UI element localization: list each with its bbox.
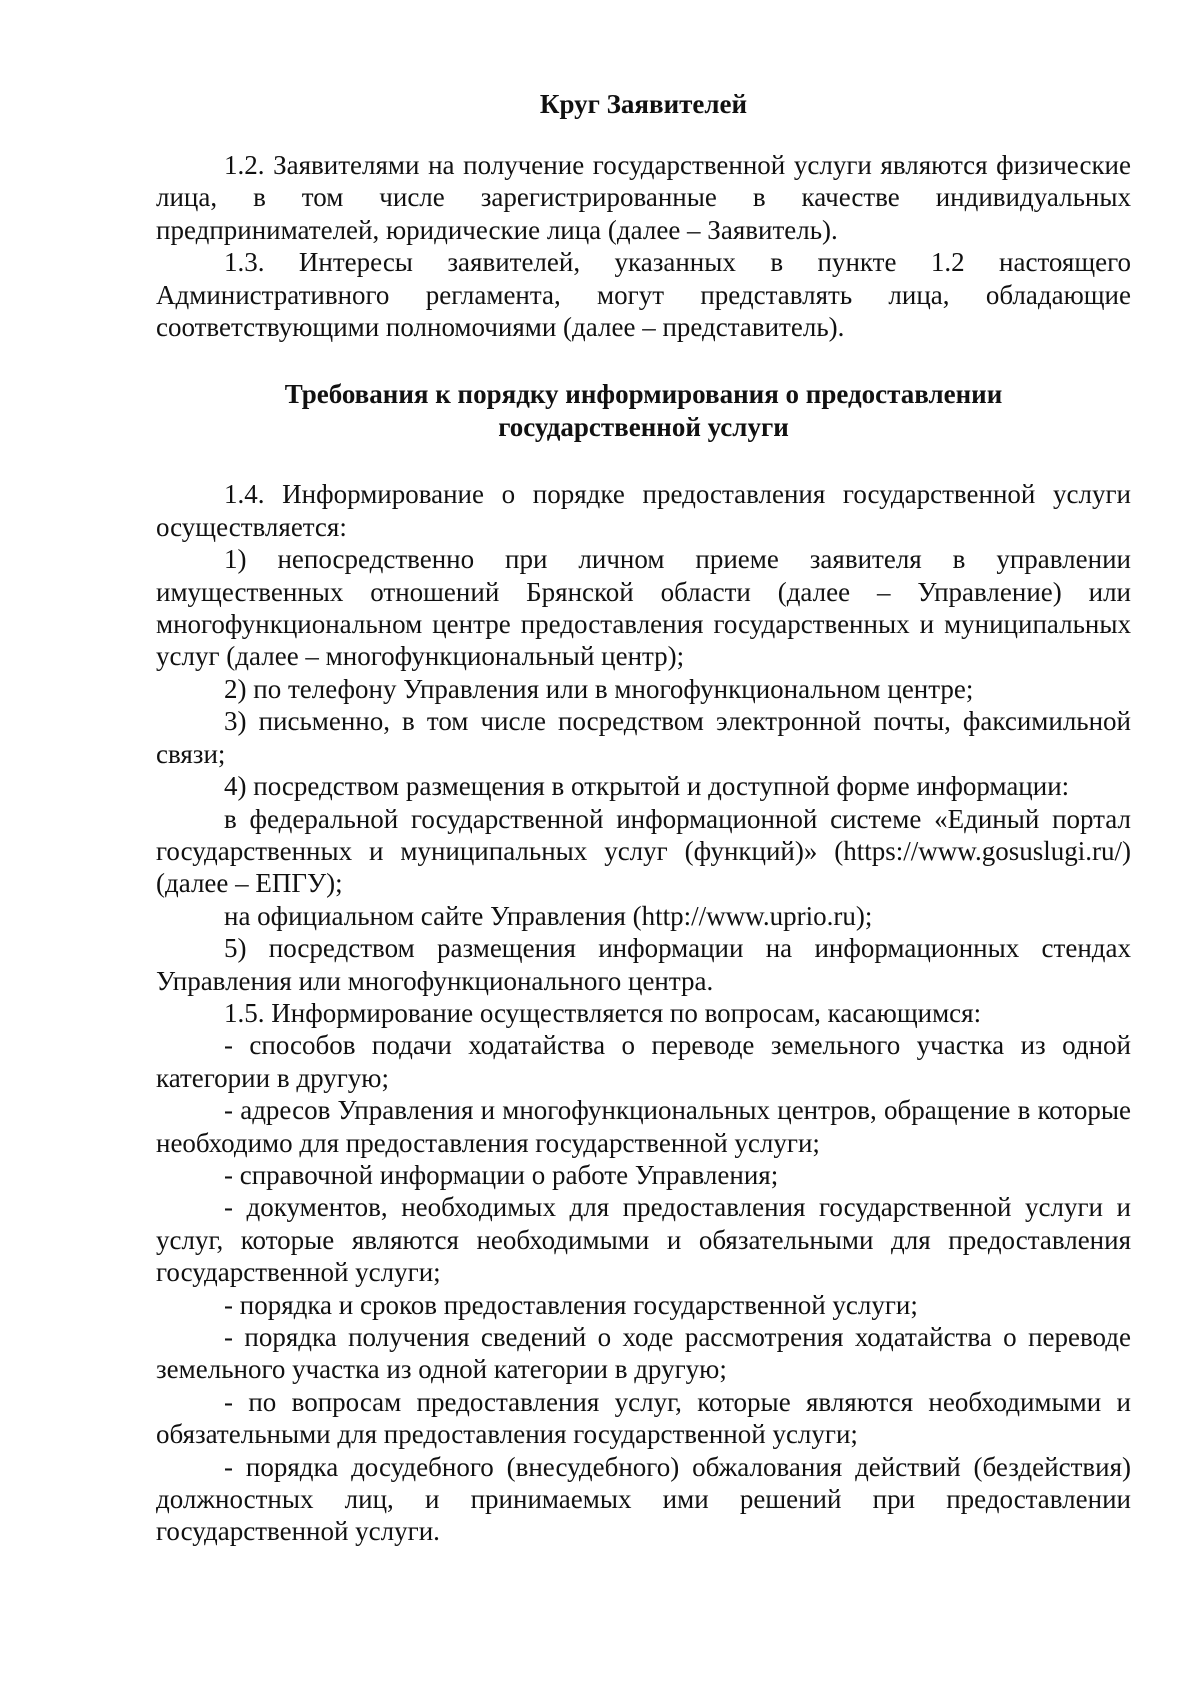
- paragraph-1-2: 1.2. Заявителями на получение государственной услуги являются физические лица, в том числе зарегистрированные в качестве индивидуальных предпринимателей, юридические лица (далее – Заявитель).: [156, 150, 1131, 245]
- paragraph-1-5: 1.5. Информирование осуществляется по вопросам, касающимся:: [224, 997, 982, 1028]
- topic-item-reference-info: - справочной информации о работе Управления;: [224, 1159, 779, 1190]
- paragraph-1-4: 1.4. Информирование о порядке предоставления государственной услуги осуществляется:: [156, 479, 1131, 542]
- paragraph-1-3: 1.3. Интересы заявителей, указанных в пункте 1.2 настоящего Административного регламента, могут представлять лица, обладающие соответствующими полномочиями (далее – представитель).: [156, 247, 1131, 343]
- section-heading-applicants: Круг Заявителей: [539, 89, 748, 119]
- topic-item-progress-info: - порядка получения сведений о ходе рассмотрения ходатайства о переводе земельного участка из одной категории в другую;: [156, 1322, 1131, 1385]
- section-heading-informing: [156, 378, 1131, 444]
- list-item-2: 2) по телефону Управления или в многофункциональном центре;: [224, 673, 974, 704]
- list-item-3: 3) письменно, в том числе посредством электронной почты, факсимильной связи;: [156, 706, 1131, 769]
- list-item-1: 1) непосредственно при личном приеме заявителя в управлении имущественных отношений Брянской области (далее – Управление) или многофункциональном центре предоставления государственных и муниципальных услуг (далее – многофункциональный центр);: [156, 544, 1131, 672]
- list-item-4-site: на официальном сайте Управления (http://www.uprio.ru);: [224, 900, 873, 931]
- topic-item-filing-methods: - способов подачи ходатайства о переводе земельного участка из одной категории в другую;: [156, 1030, 1131, 1093]
- section-heading-informing-line1: Требования к порядку информирования о предоставлении: [284, 379, 1003, 410]
- topic-item-appeal: - порядка досудебного (внесудебного) обжалования действий (бездействия) должностных лиц, и принимаемых ими решений при предоставлении государственной услуги.: [156, 1451, 1131, 1547]
- topic-item-procedure-terms: - порядка и сроков предоставления государственной услуги;: [224, 1289, 918, 1320]
- topic-item-addresses: - адресов Управления и многофункциональных центров, обращение в которые необходимо для предоставления государственной услуги;: [156, 1095, 1131, 1158]
- list-item-5: 5) посредством размещения информации на информационных стендах Управления или многофункционального центра.: [156, 933, 1131, 996]
- document-page: [156, 88, 1131, 1548]
- list-item-4: 4) посредством размещения в открытой и доступной форме информации:: [224, 771, 1070, 802]
- topic-item-required-services: - по вопросам предоставления услуг, которые являются необходимыми и обязательными для предоставления государственной услуги;: [156, 1386, 1131, 1450]
- topic-item-documents: - документов, необходимых для предоставления государственной услуги и услуг, которые являются необходимыми и обязательными для предоставления государственной услуги;: [156, 1192, 1131, 1288]
- section-heading-informing-line2: государственной услуги: [498, 412, 789, 443]
- list-item-4-epgu: в федеральной государственной информационной системе «Единый портал государственных и муниципальных услуг (функций)» (https://www.gosuslugi.ru/) (далее – ЕПГУ);: [156, 803, 1131, 899]
